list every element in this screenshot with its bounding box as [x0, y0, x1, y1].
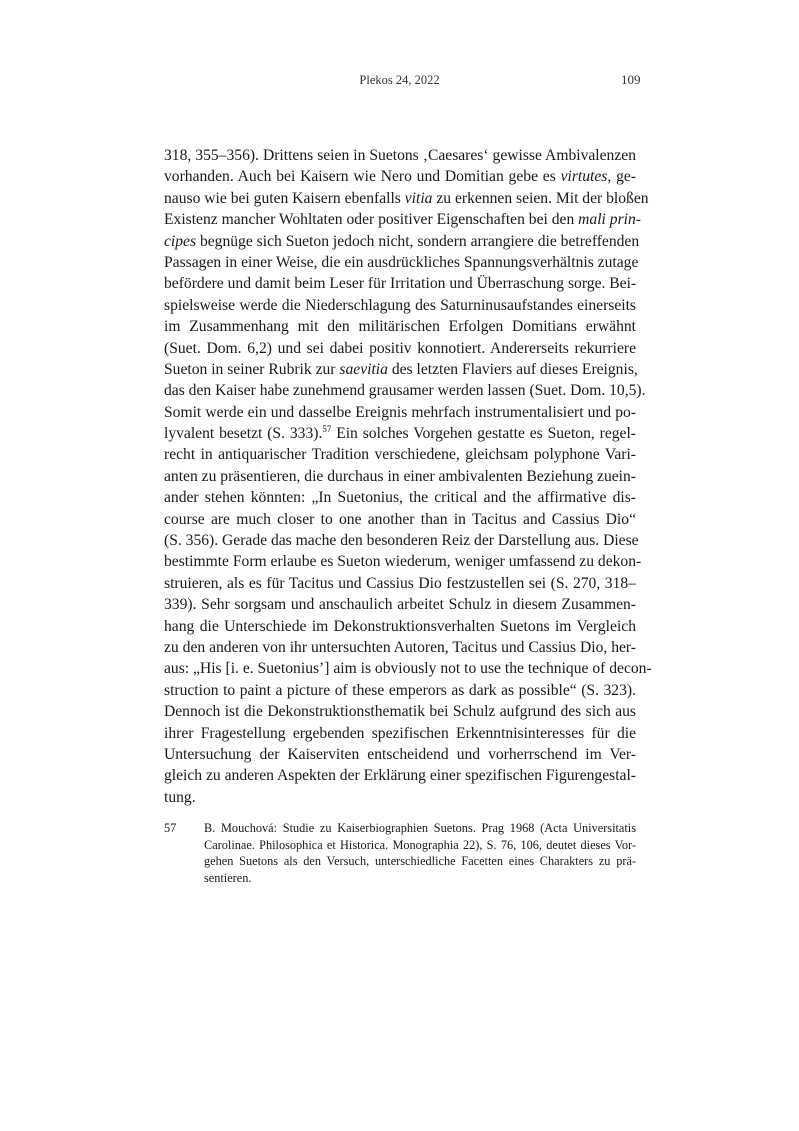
text-line — [164, 658, 652, 679]
text-line — [164, 252, 639, 273]
text-run: Passagen in einer Weise, die ein ausdrückliches Spannungsverhältnis zutage — [164, 253, 639, 271]
text-line — [164, 487, 636, 508]
footnote-line: gehen Suetons als den Versuch, unterschiedliche Facetten eines Charakters zu prä- — [204, 854, 636, 869]
text-run: (S. 356). Gerade das mache den besonderen Reiz der Darstellung aus. Diese — [164, 532, 639, 550]
text-run: nauso wie bei guten Kaisern ebenfalls — [164, 189, 405, 207]
text-run: vorhanden. Auch bei Kaisern wie Nero und Domitian gebe es — [164, 168, 561, 186]
text-line — [164, 145, 636, 166]
text-line — [164, 295, 636, 316]
text-run: Ein solches Vorgehen gestatte es Sueton, regel- — [331, 425, 636, 443]
text-line — [164, 423, 636, 444]
italic-term: mali prin- — [578, 211, 641, 229]
text-run: im Zusammenhang mit den militärischen Erfolgen Domitians erwähnt — [164, 318, 636, 336]
text-line — [164, 231, 640, 252]
text-run: course are much closer to one another than in Tacitus and Cassius Dio“ — [164, 510, 636, 528]
footnote-line: Carolinae. Philosophica et Historica. Monographia 22), S. 76, 106, deutet dieses Vor- — [204, 837, 636, 852]
text-run: begnüge sich Sueton jedoch nicht, sondern arrangiere die betreffenden — [196, 232, 640, 250]
text-run: das den Kaiser habe zunehmend grausamer werden lassen (Suet. Dom. 10,5). — [164, 382, 646, 400]
text-line — [164, 765, 636, 786]
text-run: recht in antiquarischer Tradition verschiedene, gleichsam polyphone Vari- — [164, 446, 636, 464]
text-line — [164, 166, 636, 187]
text-run: Dennoch ist die Dekonstruktionsthematik bei Schulz aufgrund des sich aus — [164, 703, 636, 721]
text-line — [164, 273, 636, 294]
text-line — [164, 359, 636, 380]
text-line — [164, 701, 636, 722]
footnote-text — [204, 820, 636, 886]
page-number: 109 — [621, 72, 641, 87]
text-line — [164, 509, 636, 530]
footnote-line: B. Mouchová: Studie zu Kaiserbiographien Suetons. Prag 1968 (Acta Universitatis — [204, 821, 636, 835]
italic-term: virtutes — [560, 168, 608, 186]
text-line — [164, 402, 636, 423]
text-line — [164, 594, 636, 615]
journal-citation: Plekos 24, 2022 — [359, 73, 440, 87]
text-run: 318, 355–356). Drittens seien in Suetons ‚Caesares‘ gewisse Ambivalenzen — [164, 147, 636, 164]
running-head — [0, 73, 799, 93]
text-line — [164, 209, 641, 230]
text-run: Somit werde ein und dasselbe Ereignis mehrfach instrumentalisiert und po- — [164, 403, 636, 421]
text-run: lyvalent besetzt (S. 333). — [164, 425, 323, 443]
text-run: des letzten Flaviers auf dieses Ereignis, — [387, 360, 638, 378]
text-run: struction to paint a picture of these emperors as dark as possible“ (S. 323). — [164, 681, 636, 699]
text-run: (Suet. Dom. 6,2) und sei dabei positiv konnotiert. Andererseits rekurriere — [164, 339, 636, 357]
text-line — [164, 466, 636, 487]
text-run: Untersuchung der Kaiserviten entscheidend und vorherrschend im Ver- — [164, 745, 636, 763]
text-run: gleich zu anderen Aspekten der Erklärung einer spezifischen Figurengestal- — [164, 767, 636, 785]
text-run: Sueton in seiner Rubrik zur — [164, 360, 340, 378]
text-run: anten zu präsentieren, die durchaus in einer ambivalenten Beziehung zuein- — [164, 467, 636, 485]
text-run: zu den anderen von ihr untersuchten Autoren, Tacitus und Cassius Dio, her- — [164, 638, 636, 656]
text-run: struieren, als es für Tacitus und Cassius Dio festzustellen sei (S. 270, 318– — [164, 574, 636, 592]
text-line — [164, 530, 639, 551]
text-line — [164, 316, 636, 337]
text-line — [164, 338, 636, 359]
text-run: hang die Unterschiede im Dekonstruktionsverhalten Suetons im Vergleich — [164, 617, 636, 635]
footnote-line: sentieren. — [204, 870, 252, 885]
italic-term: cipes — [164, 232, 197, 250]
body-paragraph — [164, 145, 652, 808]
text-run: , ge- — [607, 168, 636, 186]
text-run: befördere und damit beim Leser für Irritation und Überraschung sorge. Bei- — [164, 275, 637, 293]
footnote-number: 57 — [164, 821, 177, 835]
text-run: 339). Sehr sorgsam und anschaulich arbeitet Schulz in diesem Zusammen- — [164, 596, 636, 614]
text-line — [164, 616, 636, 637]
text-run: tung. — [164, 788, 196, 806]
text-line — [164, 744, 636, 765]
text-line — [164, 573, 636, 594]
text-run: spielsweise werde die Niederschlagung des Saturninusaufstandes einerseits — [164, 296, 636, 314]
text-line — [164, 723, 636, 744]
text-line — [164, 551, 642, 572]
text-run: Existenz mancher Wohltaten oder positiver Eigenschaften bei den — [164, 211, 579, 229]
text-line — [164, 188, 649, 209]
text-line — [164, 787, 636, 808]
footnote-reference[interactable]: 57 — [322, 424, 332, 435]
text-line — [164, 380, 646, 401]
text-line — [164, 637, 636, 658]
text-run: ihrer Fragestellung ergebenden spezifischen Erkenntnisinteresses für die — [164, 724, 636, 742]
text-run: zu erkennen seien. Mit der bloßen — [432, 189, 649, 207]
italic-term: vitia — [404, 189, 433, 207]
text-line — [164, 680, 636, 701]
italic-term: saevitia — [339, 360, 388, 378]
text-line — [164, 444, 636, 465]
text-run: ander stehen könnten: „In Suetonius, the critical and the affirmative dis- — [164, 489, 636, 507]
text-run: aus: „His [i. e. Suetonius’] aim is obviously not to use the technique of decon- — [164, 660, 652, 678]
text-run: bestimmte Form erlaube es Sueton wiederum, weniger umfassend zu dekon- — [164, 553, 642, 571]
